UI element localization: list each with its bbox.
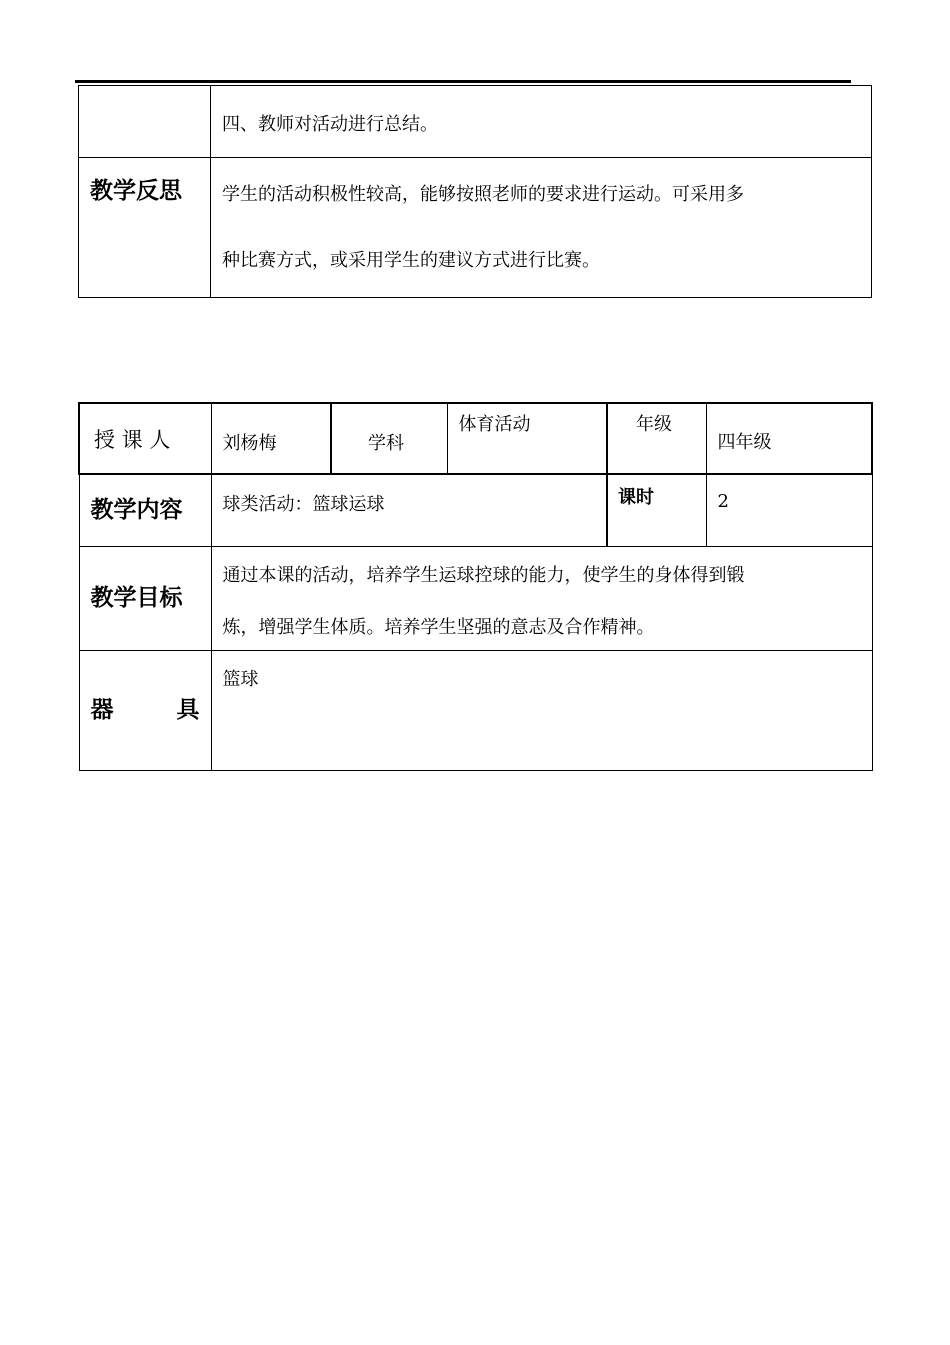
period-label: 课时 [618, 487, 654, 508]
teacher-value-cell [211, 403, 331, 474]
content-value: 球类活动：篮球运球 [222, 494, 385, 515]
lesson-table-previous [78, 85, 872, 298]
equipment-label [91, 691, 200, 724]
content-value-cell [211, 474, 607, 546]
table-row [79, 650, 872, 770]
period-value: 2 [717, 491, 729, 512]
grade-value-cell [706, 403, 872, 474]
teacher-label-cell [79, 403, 211, 474]
equipment-label-char-1: 器 [90, 696, 114, 723]
equipment-label-char-2: 具 [176, 696, 200, 723]
table-row [79, 158, 872, 298]
teacher-value: 刘杨梅 [222, 433, 277, 454]
equipment-value: 篮球 [222, 668, 259, 690]
goal-label: 教学目标 [90, 584, 183, 611]
goal-label-cell [79, 546, 211, 650]
period-value-cell [706, 474, 872, 546]
subject-value: 体育活动 [458, 414, 531, 435]
equipment-label-cell [79, 650, 211, 770]
reflection-line-1: 学生的活动积极性较高，能够按照老师的要求进行运动。可采用多 [222, 184, 744, 205]
table-row [79, 474, 872, 546]
table-row [79, 403, 872, 474]
subject-label-cell [331, 403, 447, 474]
reflection-label-cell [79, 158, 211, 298]
reflection-cell [211, 158, 872, 298]
header-rule [75, 80, 851, 83]
grade-value: 四年级 [717, 432, 772, 453]
lesson-table [78, 402, 873, 771]
reflection-label: 教学反思 [90, 178, 182, 204]
empty-label-cell [79, 86, 211, 158]
table-row [79, 86, 872, 158]
subject-label: 学科 [368, 433, 404, 454]
subject-value-cell [447, 403, 607, 474]
goal-value-cell [211, 546, 872, 650]
goal-line-1: 通过本课的活动，培养学生运球控球的能力，使学生的身体得到锻 [222, 564, 745, 586]
summary-cell [211, 86, 872, 158]
grade-label: 年级 [636, 414, 672, 435]
content-label-cell [79, 474, 211, 546]
equipment-value-cell [211, 650, 872, 770]
summary-text: 四、教师对活动进行总结。 [222, 114, 438, 135]
grade-label-cell [607, 403, 706, 474]
table-row [79, 546, 872, 650]
period-label-cell [607, 474, 706, 546]
teacher-label: 授 课 人 [94, 428, 171, 452]
reflection-line-2: 种比赛方式，或采用学生的建议方式进行比赛。 [222, 250, 600, 271]
content-label: 教学内容 [90, 497, 183, 523]
goal-line-2: 炼，增强学生体质。培养学生坚强的意志及合作精神。 [222, 616, 655, 638]
